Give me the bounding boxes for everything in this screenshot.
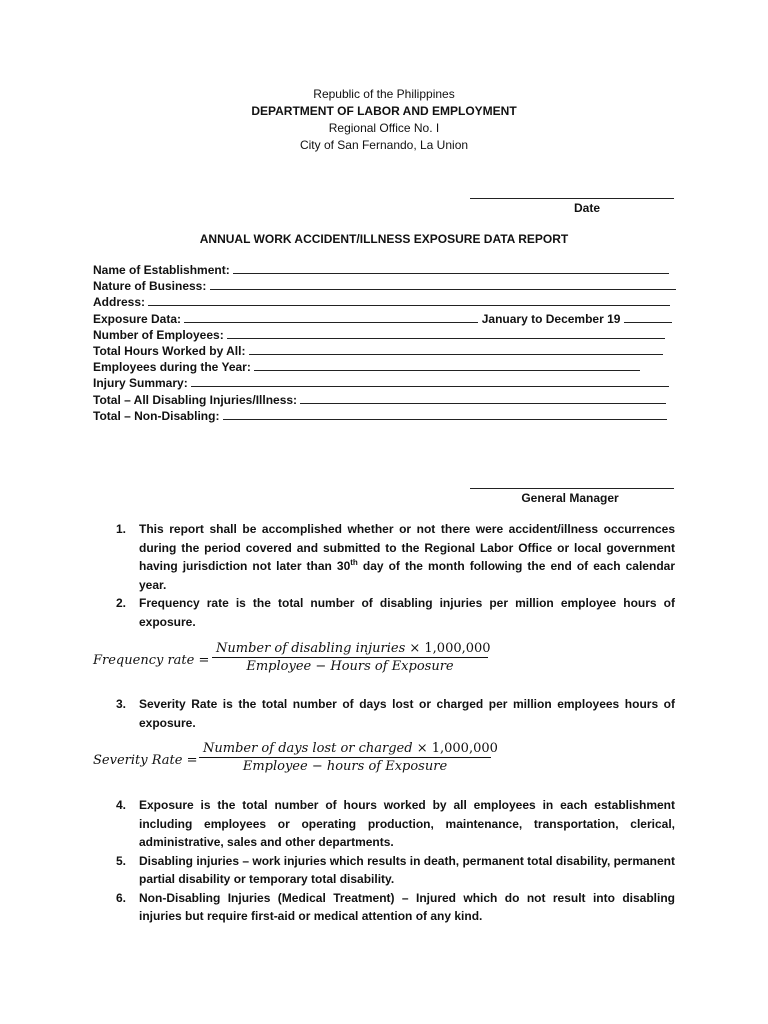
date-label: Date <box>573 201 600 215</box>
note-6 <box>108 889 675 926</box>
field-employees-year-label: Employees during the Year: <box>93 360 251 375</box>
manager-label: General Manager <box>521 491 619 505</box>
field-injury-summary <box>93 375 673 391</box>
header-regional-office: Regional Office No. I <box>328 121 440 135</box>
frequency-fraction <box>212 641 491 674</box>
field-establishment <box>93 262 673 278</box>
notes-block-1 <box>108 520 675 631</box>
field-injury-summary-blank[interactable] <box>191 375 669 387</box>
note-2 <box>108 594 675 631</box>
field-business-blank[interactable] <box>210 278 676 290</box>
field-establishment-label: Name of Establishment: <box>93 263 230 277</box>
field-hours-blank[interactable] <box>249 343 663 355</box>
field-address <box>93 294 673 310</box>
field-establishment-blank[interactable] <box>233 262 669 274</box>
frequency-denominator: Employee − Hours of Exposure <box>212 657 488 674</box>
field-employees <box>93 327 673 343</box>
document-header <box>0 86 768 154</box>
note-3-number: 3. <box>116 697 127 711</box>
note-3 <box>108 695 675 732</box>
field-employees-blank[interactable] <box>227 327 665 339</box>
note-2-text: Frequency rate is the total number of disabling injuries per million employee hours of exposure. <box>139 596 675 629</box>
note-1-text-a: This report shall be accomplished whether or not there were accident/illness occurrences during the period covered and submitted to the Regional Labor Office or local government having jurisdiction not later than 30 <box>139 522 675 573</box>
note-3-text: Severity Rate is the total number of days lost or charged per million employees hours of exposure. <box>139 697 675 730</box>
field-injury-summary-label: Injury Summary: <box>93 376 188 391</box>
frequency-numerator-text: Number of disabling injuries × <box>216 641 425 656</box>
field-employees-year <box>93 359 673 375</box>
note-4-number: 4. <box>116 798 127 812</box>
field-business-label: Nature of Business: <box>93 279 207 294</box>
report-title: ANNUAL WORK ACCIDENT/ILLNESS EXPOSURE DATA REPORT <box>199 232 569 246</box>
header-department: DEPARTMENT OF LABOR AND EMPLOYMENT <box>251 104 517 118</box>
note-5-text: Disabling injuries – work injuries which results in death, permanent total disability, permanent partial disability or temporary total disability. <box>139 853 675 886</box>
note-6-text: Non-Disabling Injuries (Medical Treatment) – Injured which do not result into disabling injuries but require first-aid or medical attention of any kind. <box>139 890 675 923</box>
field-exposure-label: Exposure Data: <box>93 311 182 326</box>
note-1-number: 1. <box>116 522 127 536</box>
manager-signature-line <box>470 488 674 489</box>
field-address-blank[interactable] <box>148 294 670 306</box>
report-fields <box>93 262 673 424</box>
note-4 <box>108 796 675 852</box>
severity-formula-lhs: Severity Rate = <box>93 753 198 768</box>
field-non-disabling-blank[interactable] <box>223 408 667 420</box>
field-exposure <box>93 311 673 327</box>
note-5 <box>108 852 675 889</box>
header-republic: Republic of the Philippines <box>313 87 455 101</box>
note-1-text-b: day of the month following the end of each calendar year. <box>139 559 675 592</box>
field-exposure-blank[interactable] <box>184 311 478 323</box>
field-employees-label: Number of Employees: <box>93 327 224 342</box>
severity-fraction <box>199 741 498 774</box>
field-non-disabling <box>93 408 673 424</box>
frequency-formula-lhs: Frequency rate = <box>93 653 210 668</box>
frequency-factor: 1,000,000 <box>424 641 491 656</box>
notes-block-3 <box>108 796 675 926</box>
field-disabling <box>93 392 673 408</box>
severity-numerator <box>199 741 498 757</box>
date-signature-line <box>470 198 674 199</box>
header-city: City of San Fernando, La Union <box>299 138 469 152</box>
field-disabling-label: Total – All Disabling Injuries/Illness: <box>93 392 298 407</box>
note-4-text: Exposure is the total number of hours worked by all employees in each establishment including employees or operating production, maintenance, transportation, clerical, administrative, sales and other departments. <box>139 798 675 849</box>
field-hours <box>93 343 673 359</box>
field-non-disabling-label: Total – Non-Disabling: <box>93 408 220 423</box>
note-2-number: 2. <box>116 596 127 610</box>
field-business <box>93 278 673 294</box>
note-6-number: 6. <box>116 890 127 905</box>
field-hours-label: Total Hours Worked by All: <box>93 343 246 358</box>
field-exposure-year-blank[interactable] <box>624 311 672 323</box>
notes-block-2 <box>108 695 675 732</box>
field-address-label: Address: <box>93 295 146 310</box>
field-exposure-suffix: January to December 19 <box>481 311 621 326</box>
severity-denominator: Employee − hours of Exposure <box>199 757 491 774</box>
severity-factor: 1,000,000 <box>431 741 498 756</box>
note-1 <box>108 520 675 594</box>
field-disabling-blank[interactable] <box>300 392 666 404</box>
field-employees-year-blank[interactable] <box>254 359 640 371</box>
note-5-number: 5. <box>116 853 127 868</box>
severity-numerator-text: Number of days lost or charged × <box>203 741 432 756</box>
note-1-superscript: th <box>350 558 358 567</box>
frequency-numerator <box>212 641 491 657</box>
